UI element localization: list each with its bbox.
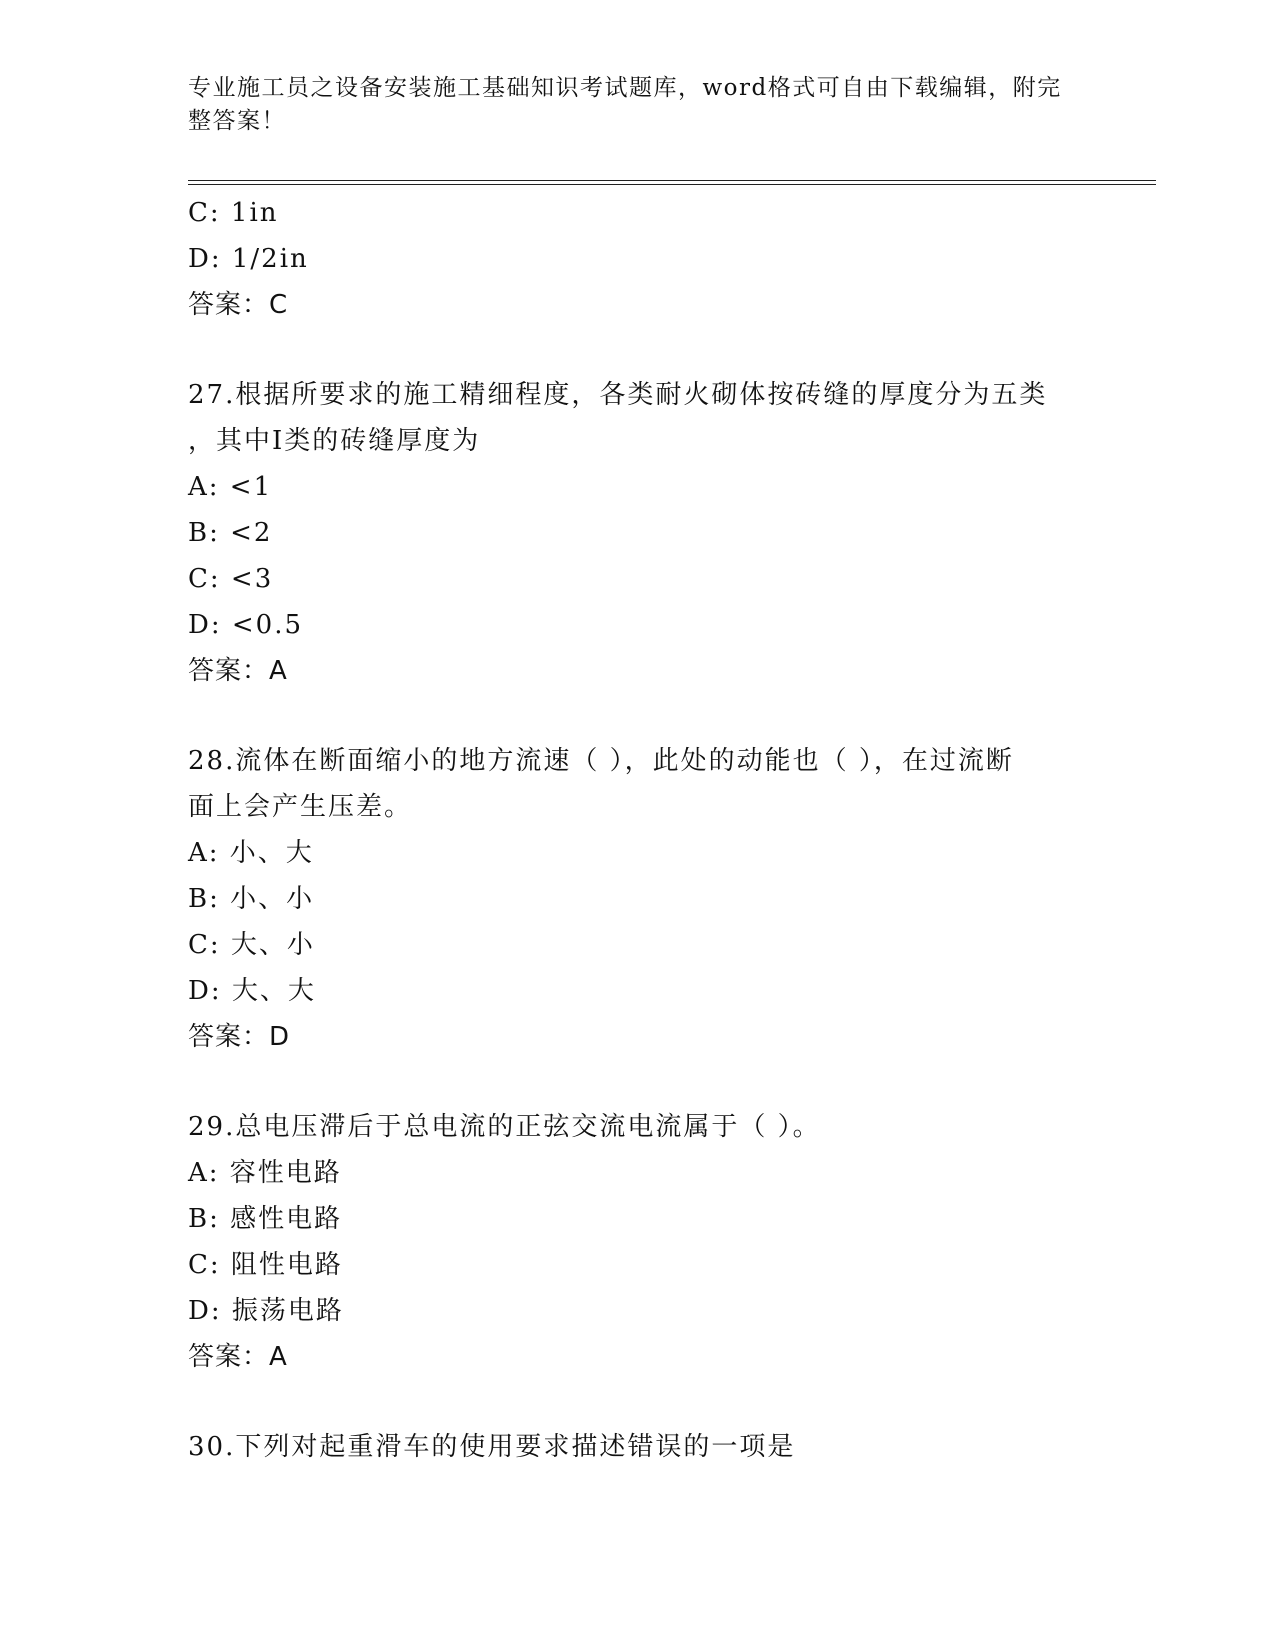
answer-line: 答案：D (188, 1022, 291, 1052)
option-b: B: <2 (188, 518, 273, 548)
option-a: A: <1 (188, 472, 273, 502)
question-stem-line: ，其中Ⅰ类的砖缝厚度为 (188, 426, 481, 456)
option-d: D: 1/2in (188, 244, 309, 274)
question-stem-line: 30.下列对起重滑车的使用要求描述错误的一项是 (188, 1432, 796, 1462)
header-line-1: 专业施工员之设备安装施工基础知识考试题库，word格式可自由下载编辑，附完 (188, 75, 1062, 101)
question-28 (188, 738, 1088, 1060)
option-c: C: 大、小 (188, 930, 315, 960)
question-list (188, 190, 1088, 1470)
question-stem-line: 27.根据所要求的施工精细程度，各类耐火砌体按砖缝的厚度分为五类 (188, 380, 1048, 410)
document-header (188, 72, 1088, 138)
spacer (188, 1380, 1088, 1424)
question-30 (188, 1424, 1088, 1470)
option-b: B: 感性电路 (188, 1204, 343, 1234)
spacer (188, 1060, 1088, 1104)
option-c: C: 1in (188, 198, 279, 228)
question-stem-line: 面上会产生压差。 (188, 792, 413, 822)
option-d: D: 大、大 (188, 976, 316, 1006)
question-26-continued (188, 190, 1088, 328)
header-divider-top (188, 180, 1156, 181)
answer-line: 答案：A (188, 656, 288, 686)
spacer (188, 694, 1088, 738)
option-a: A: 小、大 (188, 838, 314, 868)
option-d: D: 振荡电路 (188, 1296, 344, 1326)
header-line-2: 整答案！ (188, 108, 286, 134)
spacer (188, 328, 1088, 372)
header-divider-bottom (188, 184, 1156, 185)
option-c: C: 阻性电路 (188, 1250, 343, 1280)
answer-line: 答案：A (188, 1342, 288, 1372)
option-c: C: <3 (188, 564, 274, 594)
question-stem-line: 28.流体在断面缩小的地方流速（ ），此处的动能也（ ），在过流断 (188, 746, 1014, 776)
option-b: B: 小、小 (188, 884, 315, 914)
question-29 (188, 1104, 1088, 1380)
option-a: A: 容性电路 (188, 1158, 342, 1188)
question-stem-line: 29.总电压滞后于总电流的正弦交流电流属于（ ）。 (188, 1112, 821, 1142)
question-27 (188, 372, 1088, 694)
option-d: D: <0.5 (188, 610, 304, 640)
answer-line: 答案：C (188, 290, 289, 320)
